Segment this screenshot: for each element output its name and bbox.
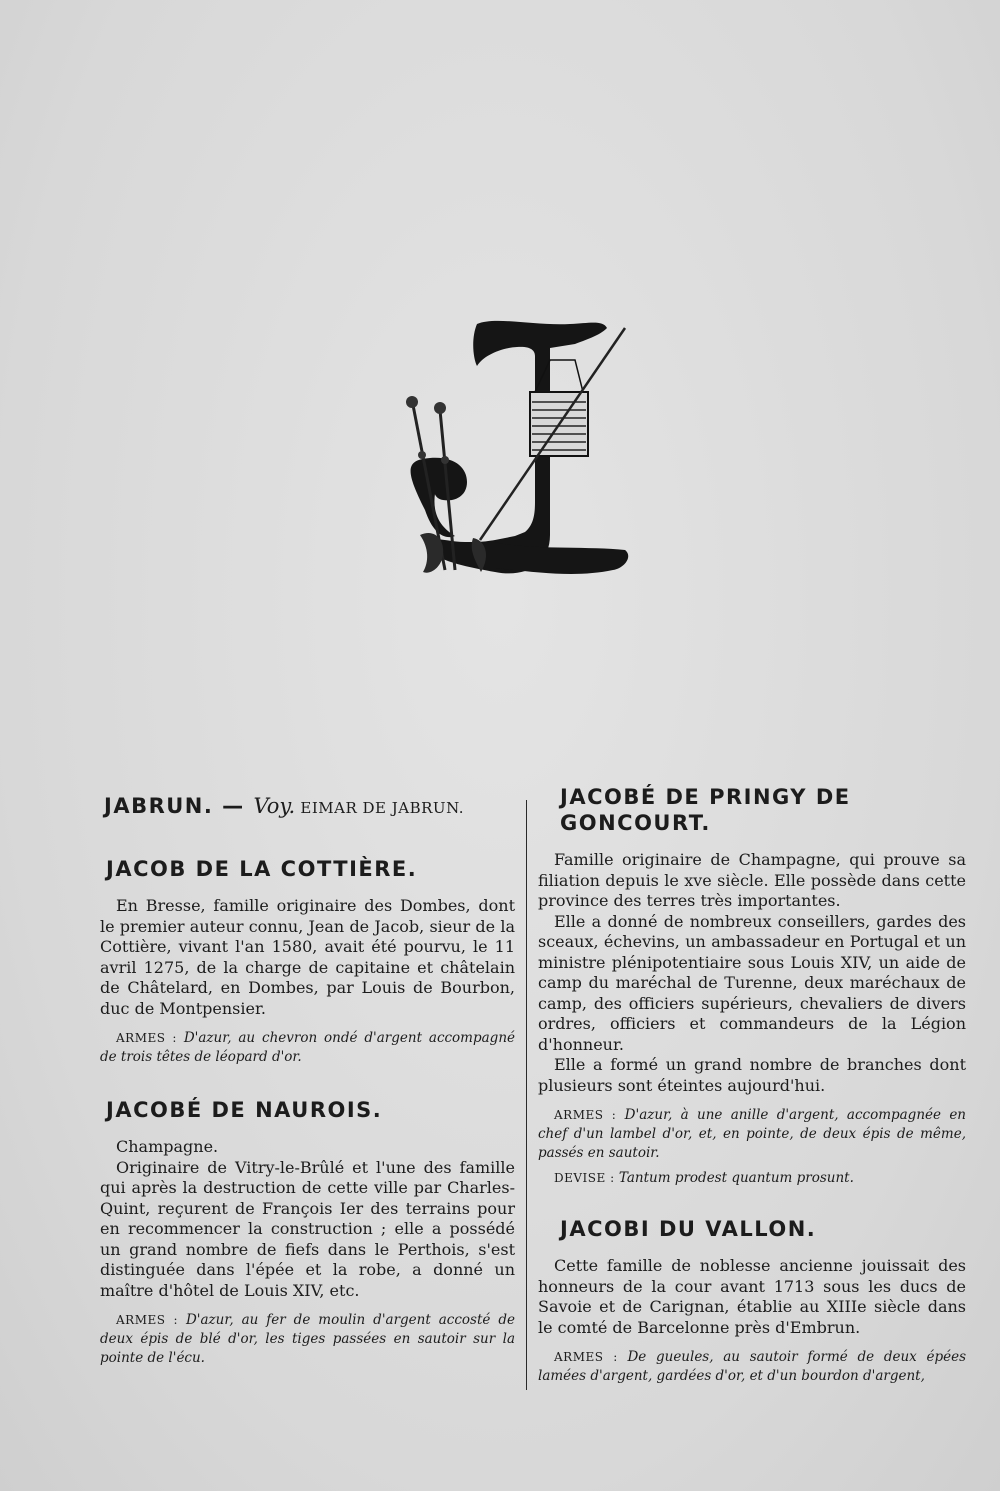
right-column [538,780,966,1416]
entry-body: Champagne. [116,1137,219,1156]
entry-pringy [538,784,966,1188]
armes-text: D'azur, au fer de moulin d'argent accosté de deux épis de blé d'or, les tiges passées en sautoir sur la pointe de l'écu. [100,1312,515,1366]
armes-text: D'azur, à une anille d'argent, accompagnée en chef d'un lambel d'or, et, en pointe, de deux épis de même, passés en sautoir. [538,1107,966,1161]
armes-text: De gueules, au sautoir formé de deux épées lamées d'argent, gardées d'or, et d'un bourdon d'argent, [538,1349,967,1384]
ornate-letter-j-icon [385,310,645,590]
entry-title: JACOB DE LA COTTIÈRE. [106,857,418,881]
entry-body: Elle a donné de nombreux conseillers, gardes des sceaux, échevins, un ambassadeur en Portugal et un ministre plénipotentiaire sous Louis XIV, un aide de camp du maréchal de Turenne, deux maréchaux de camp, des officiers supérieurs, chevaliers de divers ordres, officiers et commandeurs de la Légion d'honneur. [538,911,966,1054]
entry-body: En Bresse, famille originaire des Dombes, dont le premier auteur connu, Jean de Jacob, sieur de la Cottière, vivant l'an 1580, avait été pourvu, le 11 avril 1275, de la charge de capitaine et châtelain de Châtelard, en Dombes, par Louis de Bourbon, duc de Montpensier. [100,896,515,1018]
devise-text: Tantum prodest quantum prosunt. [614,1170,854,1186]
devise-line [538,1169,966,1188]
entry-vallon [538,1216,966,1386]
entry-naurois [100,1097,515,1368]
entry-body: Originaire de Vitry-le-Brûlé et l'une des famille qui après la destruction de cette ville par Charles-Quint, reçurent de François Ier des terrains pour en recommencer la construction ; elle a possédé un grand nombre de fiefs dans le Perthois, s'est distinguée dans l'épée et la robe, a donné un maître d'hôtel de Louis XIV, etc. [100,1157,515,1300]
entry-title: JACOBÉ DE NAUROIS. [106,1098,383,1122]
armes-line [100,1029,515,1067]
left-column [100,780,515,1398]
entry-title: JABRUN. [104,794,214,818]
entry-title: JACOBÉ DE PRINGY DE GONCOURT. [560,785,851,835]
column-divider [526,800,527,1390]
armes-label: ARMES : [554,1350,618,1364]
armes-line [538,1106,966,1163]
entry-body: Famille originaire de Champagne, qui prouve sa filiation depuis le xve siècle. Elle possède dans cette province des terres très importantes. [538,850,966,910]
entry-title: JACOBI DU VALLON. [560,1217,817,1241]
dash: — [213,794,254,818]
armes-line [100,1311,515,1368]
voy-label: Voy. [253,794,296,818]
devise-label: DEVISE : [554,1171,615,1185]
entry-body: Elle a formé un grand nombre de branches dont plusieurs sont éteintes aujourd'hui. [538,1055,966,1095]
armes-text: D'azur, au chevron ondé d'argent accompagné de trois têtes de léopard d'or. [100,1030,516,1065]
armes-line [538,1348,966,1386]
armes-label: ARMES : [116,1031,177,1045]
entry-jabrun [104,794,515,818]
armes-label: ARMES : [116,1313,178,1327]
cross-reference: EIMAR DE JABRUN. [295,799,465,817]
entry-body: Cette famille de noblesse ancienne jouissait des honneurs de la cour avant 1713 sous les ducs de Savoie et de Carignan, établie au XIIIe siècle dans le comté de Barcelonne près d'Embrun. [538,1256,966,1337]
armes-label: ARMES : [554,1108,617,1122]
entry-cottiere [100,856,515,1067]
